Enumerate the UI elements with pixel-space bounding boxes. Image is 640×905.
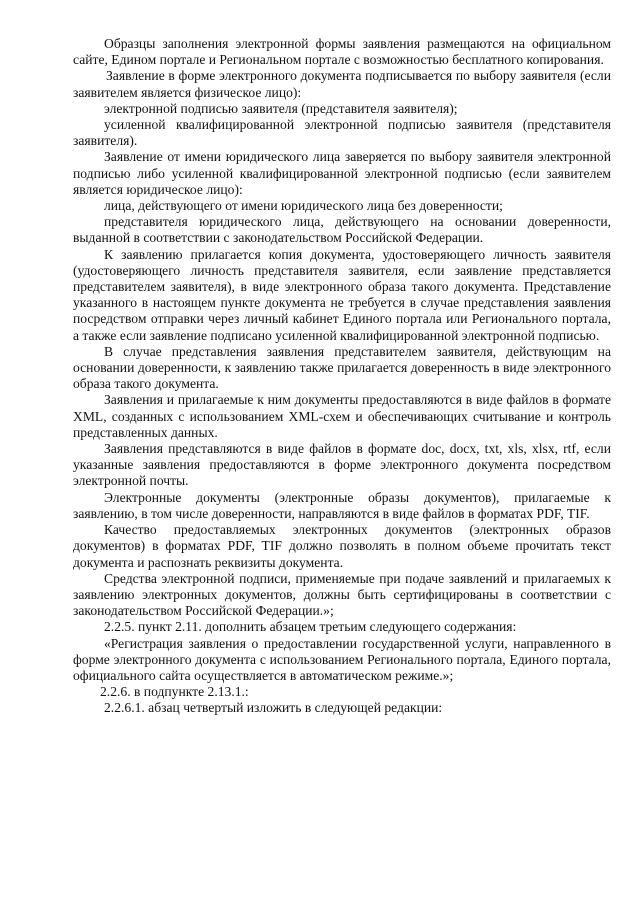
paragraph-registration: «Регистрация заявления о предоставлении государственной услуги, направленного в форме электронного документа с использованием Регионального портала, Единого портала, официального сайта осуществляется в автоматическом режиме.»; xyxy=(73,635,611,683)
paragraph-signature-tools: Средства электронной подписи, применяемые при подаче заявлений и прилагаемых к заявлению электронных документов, должны быть сертифицированы в соответствии с законодательством Российской Федерации.»; xyxy=(73,570,611,619)
paragraph-identity-copy: К заявлению прилагается копия документа, удостоверяющего личность заявителя (удостоверяющего личность представителя заявителя, если заявление представляется представителем заявителя), в виде электронного образа такого документа. Представление указанного в настоящем пункте документа не требуется в случае представления заявления посредством отправки через личный кабинет Единого портала или Регионального портала, а также если заявление подписано усиленной квалифицированной электронной подписью. xyxy=(73,246,611,343)
paragraph-signature-choice: Заявление в форме электронного документа подписывается по выбору заявителя (если заявителем является физическое лицо): xyxy=(73,68,611,100)
paragraph-without-power-of-attorney: лица, действующего от имени юридического лица без доверенности; xyxy=(104,198,503,214)
paragraph-pdf-tif: Электронные документы (электронные образы документов), прилагаемые к заявлению, в том числе доверенности, направляются в виде файлов в форматах PDF, TIF. xyxy=(73,489,611,521)
paragraph-item-2-2-6: 2.2.6. в подпункте 2.13.1.: xyxy=(100,684,249,700)
document-page xyxy=(73,36,611,717)
paragraph-representative: представителя юридического лица, действующего на основании доверенности, выданной в соответствии с законодательством Российской Федерации. xyxy=(73,214,611,246)
paragraph-item-2-2-6-1: 2.2.6.1. абзац четвертый изложить в следующей редакции: xyxy=(104,700,443,716)
paragraph-quality: Качество предоставляемых электронных документов (электронных образов документов) в форматах PDF, TIF должно позволять в полном объеме прочитать текст документа и распознать реквизиты документа. xyxy=(73,522,611,570)
paragraph-file-formats: Заявления представляются в виде файлов в формате doc, docx, txt, xls, xlsx, rtf, если указанные заявления предоставляются в форме электронного документа посредством электронной почты. xyxy=(73,441,611,489)
paragraph-power-of-attorney: В случае представления заявления представителем заявителя, действующим на основании доверенности, к заявлению также прилагается доверенность в виде электронного образа такого документа. xyxy=(73,343,611,392)
paragraph-legal-entity: Заявление от имени юридического лица заверяется по выбору заявителя электронной подписью либо усиленной квалифицированной электронной подписью (если заявителем является юридическое лицо): xyxy=(73,149,611,197)
paragraph-qualified-signature: усиленной квалифицированной электронной подписью заявителя (представителя заявителя). xyxy=(73,117,611,149)
paragraph-xml-format: Заявления и прилагаемые к ним документы предоставляются в виде файлов в формате XML, созданных с использованием XML-схем и обеспечивающих считывание и контроль представленных данных. xyxy=(73,392,611,440)
paragraph-item-2-2-5: 2.2.5. пункт 2.11. дополнить абзацем третьим следующего содержания: xyxy=(104,619,517,635)
paragraph-electronic-signature: электронной подписью заявителя (представителя заявителя); xyxy=(104,100,458,116)
paragraph-forms-placement: Образцы заполнения электронной формы заявления размещаются на официальном сайте, Едином портале и Региональном портале с возможностью бесплатного копирования. xyxy=(73,36,611,68)
